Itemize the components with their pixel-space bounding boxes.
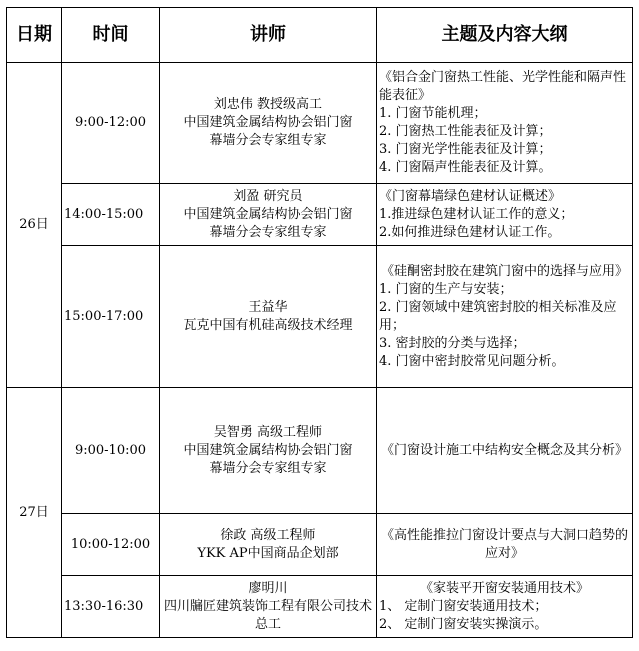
lecturer-line: 刘忠伟 教授级高工 xyxy=(213,97,323,112)
date-cell-27: 27日 xyxy=(7,388,62,638)
table-row xyxy=(7,184,633,246)
header-topic: 主题及内容大纲 xyxy=(377,8,633,63)
lecturer-line: 瓦克中国有机硅高级技术经理 xyxy=(183,317,353,333)
lecturer-line: 幕墙分会专家组专家 xyxy=(209,133,327,148)
lecturer-line: 中国建筑金属结构协会铝门窗 xyxy=(183,206,353,222)
topic-item: 3. 门窗光学性能表征及计算； xyxy=(379,142,552,157)
lecturer-line: 刘盈 研究员 xyxy=(233,188,303,204)
topic-item: 1. 门窗节能机理； xyxy=(379,106,487,121)
topic-item: 4. 门窗隔声性能表征及计算。 xyxy=(379,160,552,175)
topic-item: 1、 定制门窗安装通用技术； xyxy=(379,598,548,614)
topic-cell xyxy=(377,576,633,638)
topic-title: 《高性能推拉门窗设计要点与大洞口趋势的应对》 xyxy=(380,527,628,561)
lecturer-cell xyxy=(160,63,377,184)
lecturer-line: 幕墙分会专家组专家 xyxy=(209,460,327,476)
header-lecturer: 讲师 xyxy=(160,8,377,63)
lecturer-cell xyxy=(160,246,377,388)
topic-cell xyxy=(377,388,633,514)
topic-item: 2、 定制门窗安装实操演示。 xyxy=(379,616,548,632)
topic-item: 4. 门窗中密封胶常见问题分析。 xyxy=(379,353,565,369)
lecturer-line: 幕墙分会专家组专家 xyxy=(209,224,327,240)
topic-title: 《硅酮密封胶在建筑门窗中的选择与应用》 xyxy=(380,263,628,279)
topic-item: 3. 密封胶的分类与选择； xyxy=(379,335,526,351)
lecturer-cell xyxy=(160,514,377,576)
topic-title: 《门窗幕墙绿色建材认证概述》 xyxy=(379,188,562,204)
lecturer-line: 徐政 高级工程师 xyxy=(220,527,316,543)
date-cell-26: 26日 xyxy=(7,63,62,388)
lecturer-line: YKK AP中国商品企划部 xyxy=(197,545,339,561)
topic-title: 《门窗设计施工中结构安全概念及其分析》 xyxy=(380,442,628,458)
lecturer-line: 王益华 xyxy=(248,299,288,315)
lecturer-line: 中国建筑金属结构协会铝门窗 xyxy=(183,115,353,130)
table-row xyxy=(7,576,633,638)
header-row xyxy=(7,8,633,63)
table-row xyxy=(7,246,633,388)
time-cell: 14:00-15:00 xyxy=(62,184,160,246)
time-cell: 9:00-10:00 xyxy=(62,388,160,514)
topic-cell xyxy=(377,246,633,388)
topic-item: 2.如何推进绿色建材认证工作。 xyxy=(379,224,561,240)
time-cell: 9:00-12:00 xyxy=(62,63,160,184)
header-date: 日期 xyxy=(7,8,62,63)
header-time: 时间 xyxy=(62,8,160,63)
table-row xyxy=(7,514,633,576)
topic-item: 2. 门窗领域中建筑密封胶的相关标准及应用； xyxy=(379,299,617,333)
topic-cell xyxy=(377,184,633,246)
topic-item: 1. 门窗的生产与安装； xyxy=(379,281,513,297)
lecturer-line: 吴智勇 高级工程师 xyxy=(213,424,323,440)
schedule-table xyxy=(6,7,633,638)
lecturer-cell xyxy=(160,576,377,638)
time-cell: 13:30-16:30 xyxy=(62,576,160,638)
time-cell: 10:00-12:00 xyxy=(62,514,160,576)
lecturer-cell xyxy=(160,388,377,514)
time-cell: 15:00-17:00 xyxy=(62,246,160,388)
topic-cell xyxy=(377,63,633,184)
lecturer-line: 廖明川 xyxy=(248,580,288,596)
lecturer-line: 中国建筑金属结构协会铝门窗 xyxy=(183,442,353,458)
topic-item: 1.推进绿色建材认证工作的意义； xyxy=(379,206,574,222)
lecturer-cell xyxy=(160,184,377,246)
lecturer-line: 四川牖匠建筑装饰工程有限公司技术总工 xyxy=(163,598,372,632)
table-row xyxy=(7,388,633,514)
table-row xyxy=(7,63,633,184)
topic-title: 《铝合金门窗热工性能、光学性能和隔声性能表征》 xyxy=(379,70,627,103)
topic-title: 《家装平开窗安装通用技术》 xyxy=(419,580,589,596)
topic-cell xyxy=(377,514,633,576)
topic-item: 2. 门窗热工性能表征及计算； xyxy=(379,124,552,139)
